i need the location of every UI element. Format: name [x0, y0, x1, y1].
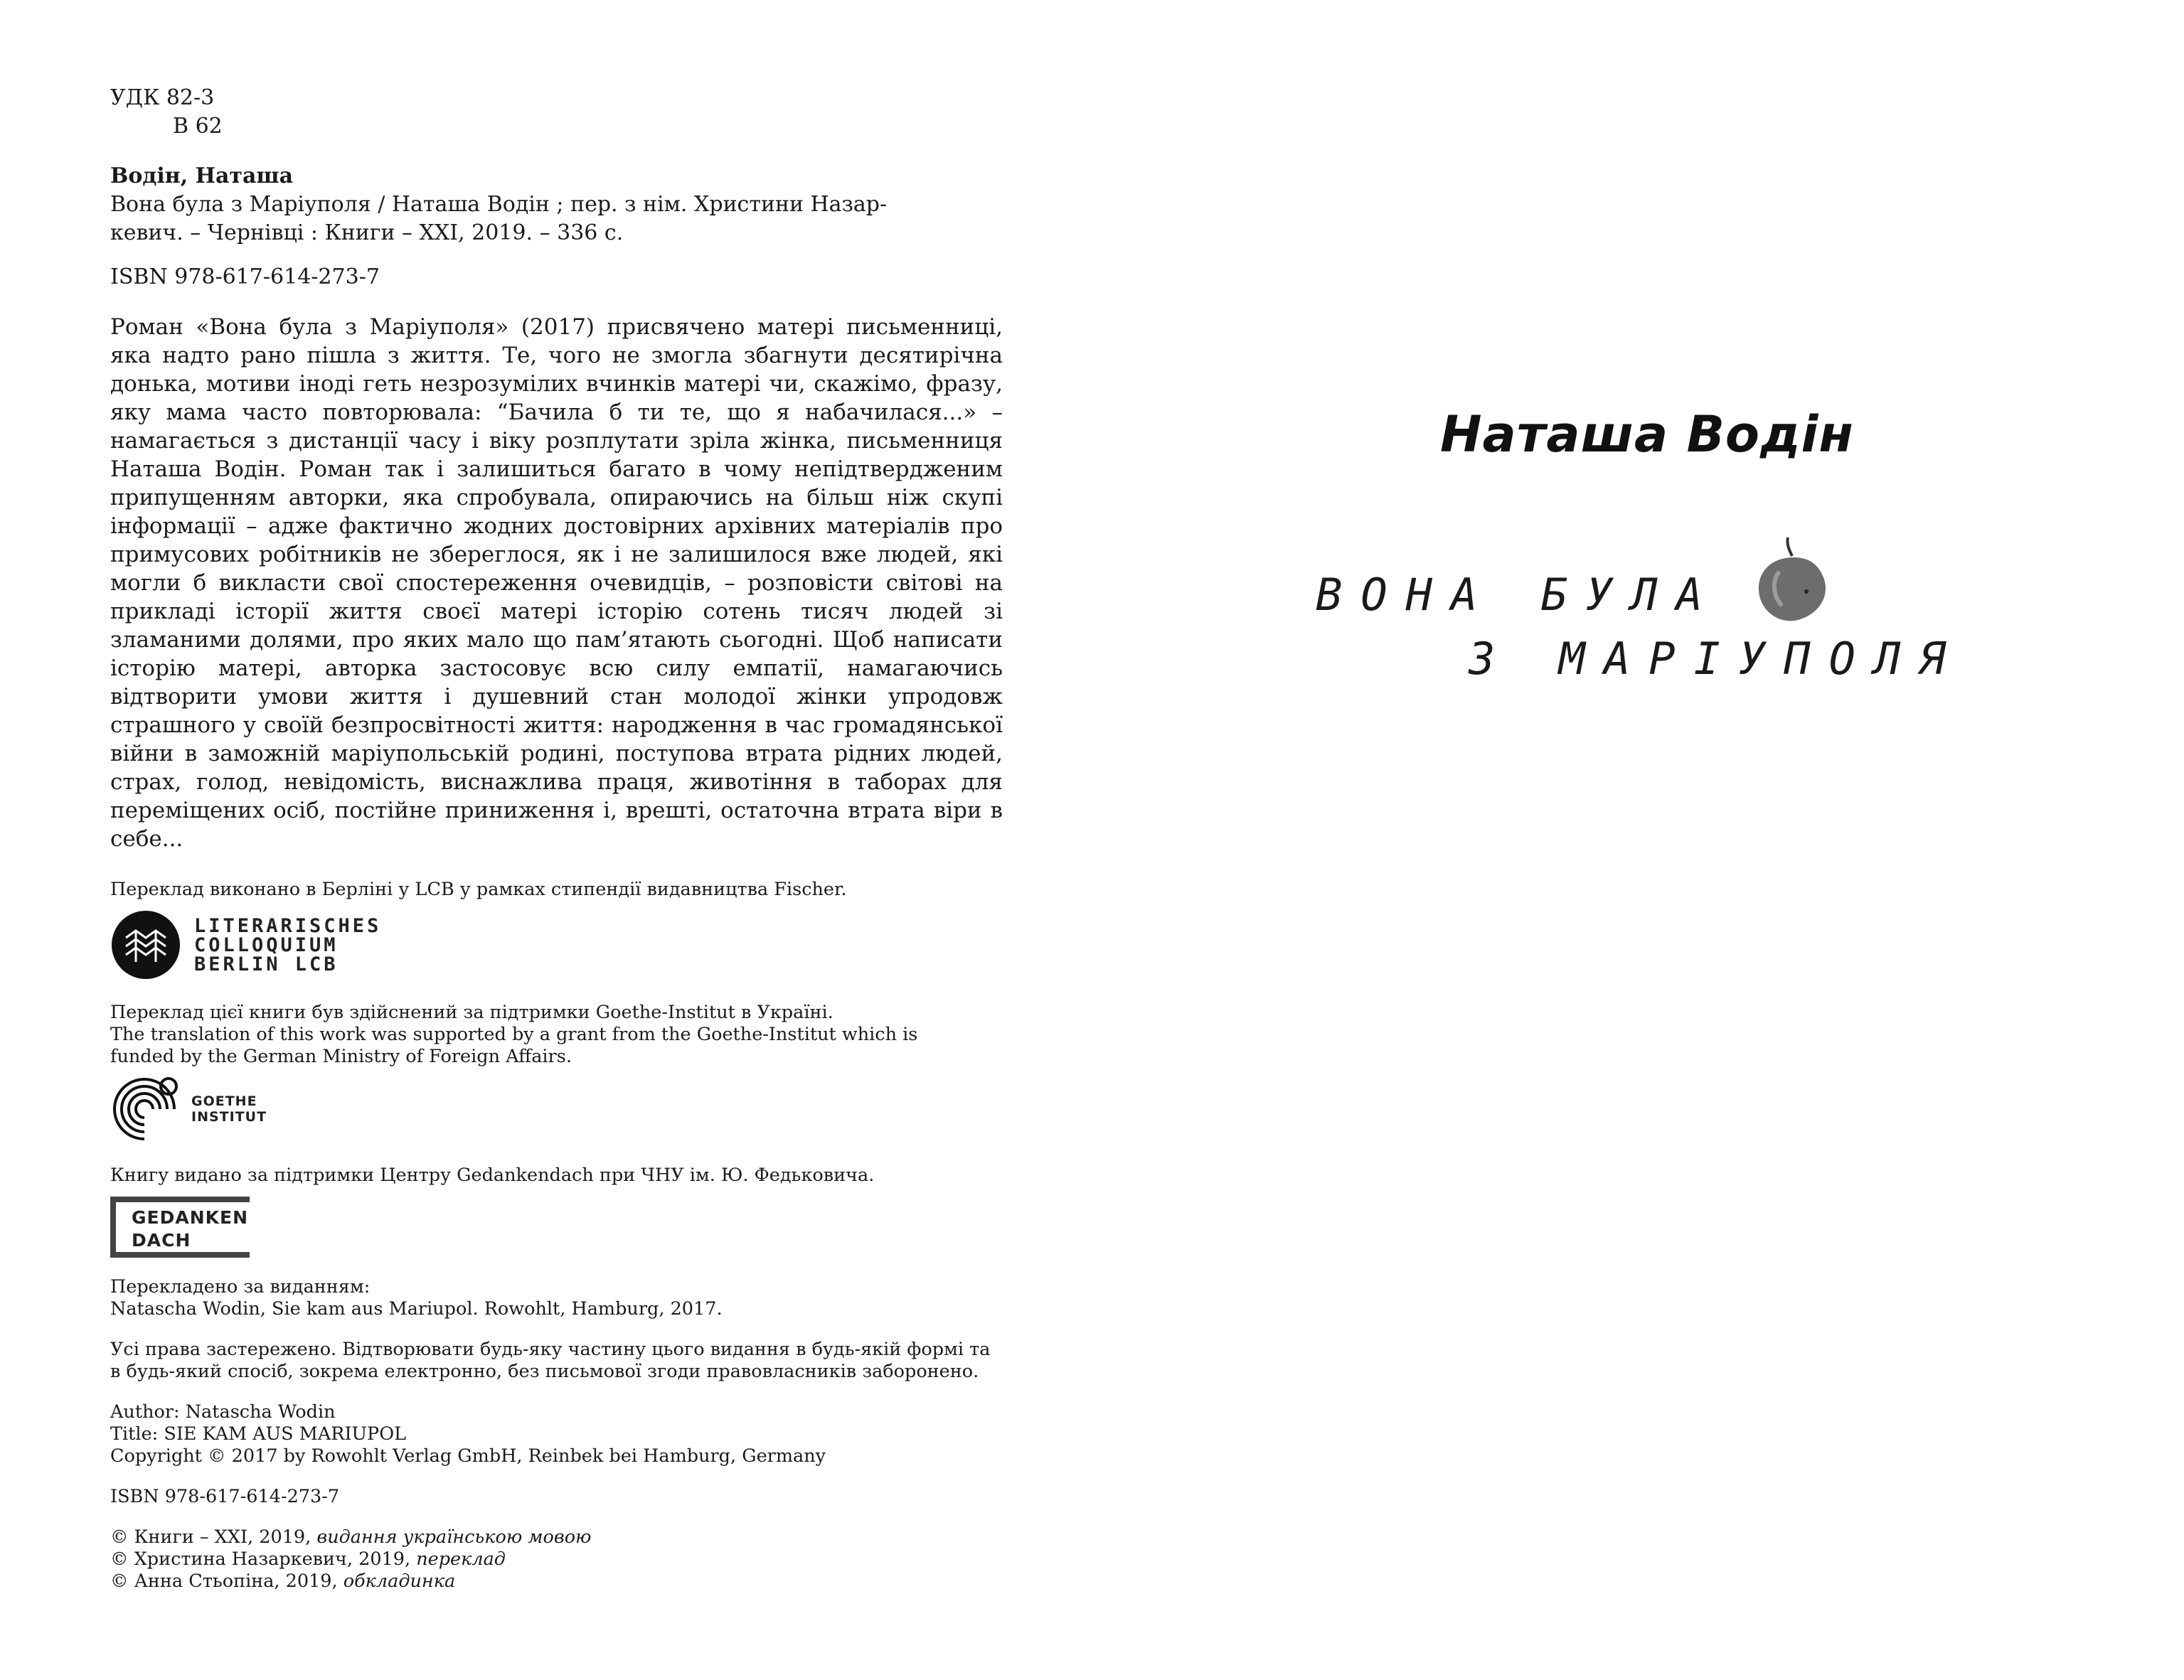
- copyright-3: © Анна Стьопіна, 2019, обкладинка: [110, 1571, 456, 1592]
- imprint-page: [110, 84, 1003, 1593]
- author-mark: В 62: [173, 114, 223, 139]
- bib-author: Водін, Наташа: [110, 164, 294, 188]
- goethe-line-1: GOETHE: [191, 1093, 257, 1109]
- title-line-1: ВОНА БУЛА: [1316, 569, 1721, 621]
- gd-line-1: GEDANKEN: [132, 1207, 248, 1228]
- goethe-note-2: The translation of this work was supported by a grant from the Goethe-Institut which is: [110, 1024, 918, 1045]
- bib-line-2: кевич. – Чернівці : Книги – XXI, 2019. – 336 с.: [110, 220, 624, 245]
- lcb-line-1: LITERARISCHES: [194, 914, 382, 937]
- original-edition: Natascha Wodin, Sie kam aus Mariupol. Rowohlt, Hamburg, 2017.: [110, 1298, 723, 1320]
- rights-line-1: Усі права застережено. Відтворювати будь-яку частину цього видання в будь-якій формі та: [110, 1339, 991, 1360]
- lcb-logo: [110, 909, 1003, 980]
- annotation: Роман «Вона була з Маріуполя» (2017) присвячено матері письменниці, яка надто рано пішла з життя. Те, чого не змогла збагнути десятирічна донька, мотиви іноді геть незрозумілих вчинків матері чи, скажімо, фразу, яку мама часто повторювала: “Бачила б ти те, що я набачилася...» – намагається з дистанції часу і віку розплутати зріла жінка, письменниця Наташа Водін. Роман так і залишиться багато в чому непідтвердженим припущенням авторки, яка спробувала, опираючись на більш ніж скупі інформації – адже фактично жодних достовірних архівних матеріалів про примусових робітників не збереглося, як і не залишилося вже людей, які могли б викласти свої спостереження очевидців, – розповісти світові на прикладі історії життя своєї матері історію сотень тисяч людей зі зламаними долями, про яких мало що пам’ятають сьогодні. Щоб написати історію матері, авторка застосовує всю силу емпатії, намагаючись відтворити умови життя і душевний стан молодої жінки упродовж страшного у своїй безпросвітності життя: народження в час громадянської війни в заможній маріупольській родині, поступова втрата рідних людей, страх, голод, невідомість, виснажлива праця, животіння в таборах для переміщених осіб, постійне приниження і, врешті, остаточна втрата віри в себе...: [110, 314, 1003, 852]
- lcb-line-2: COLLOQUIUM: [194, 933, 339, 956]
- goethe-note-3: funded by the German Ministry of Foreign Affairs.: [110, 1046, 572, 1067]
- bib-line-1: Вона була з Маріуполя / Наташа Водін ; пер. з нім. Христини Назар-: [110, 192, 888, 217]
- title-page-author: Наташа Водін: [1440, 405, 1854, 464]
- original-copyright: Copyright © 2017 by Rowohlt Verlag GmbH, Reinbek bei Hamburg, Germany: [110, 1445, 826, 1467]
- copyright-2: © Христина Назаркевич, 2019, переклад: [110, 1548, 506, 1570]
- goethe-line-2: INSTITUT: [191, 1109, 267, 1125]
- isbn: ISBN 978-617-614-273-7: [110, 264, 380, 289]
- lcb-emblem-icon: [110, 909, 181, 980]
- lcb-note: Переклад виконано в Берліні у LCB у рамках стипендії видавництва Fischer.: [110, 879, 847, 900]
- gedankendach-note: Книгу видано за підтримки Центру Gedankendach при ЧНУ ім. Ю. Федьковича.: [110, 1165, 875, 1186]
- isbn-bottom: ISBN 978-617-614-273-7: [110, 1486, 340, 1507]
- goethe-note-1: Переклад цієї книги був здійснений за підтримки Goethe-Institut в Україні.: [110, 1002, 833, 1023]
- goethe-spiral-icon: [110, 1075, 179, 1143]
- rights-line-2: в будь-який спосіб, зокрема електронно, без письмової згоди правовласників заборонено.: [110, 1361, 979, 1382]
- gd-line-2: DACH: [132, 1230, 191, 1251]
- title-line-2: З МАРІУПОЛЯ: [1469, 633, 1964, 685]
- copyright-1: © Книги – XXI, 2019, видання українською мовою: [110, 1526, 592, 1548]
- original-author: Author: Natascha Wodin: [110, 1401, 336, 1423]
- original-title: Title: SIE KAM AUS MARIUPOL: [110, 1423, 407, 1445]
- gedankendach-logo: [110, 1197, 252, 1262]
- udc-code: УДК 82-3: [110, 85, 215, 110]
- pear-illustration-icon: [1751, 535, 1836, 627]
- lcb-line-3: BERLIN LCB: [194, 953, 339, 975]
- goethe-logo: [110, 1075, 1003, 1143]
- original-label: Перекладено за виданням:: [110, 1276, 371, 1298]
